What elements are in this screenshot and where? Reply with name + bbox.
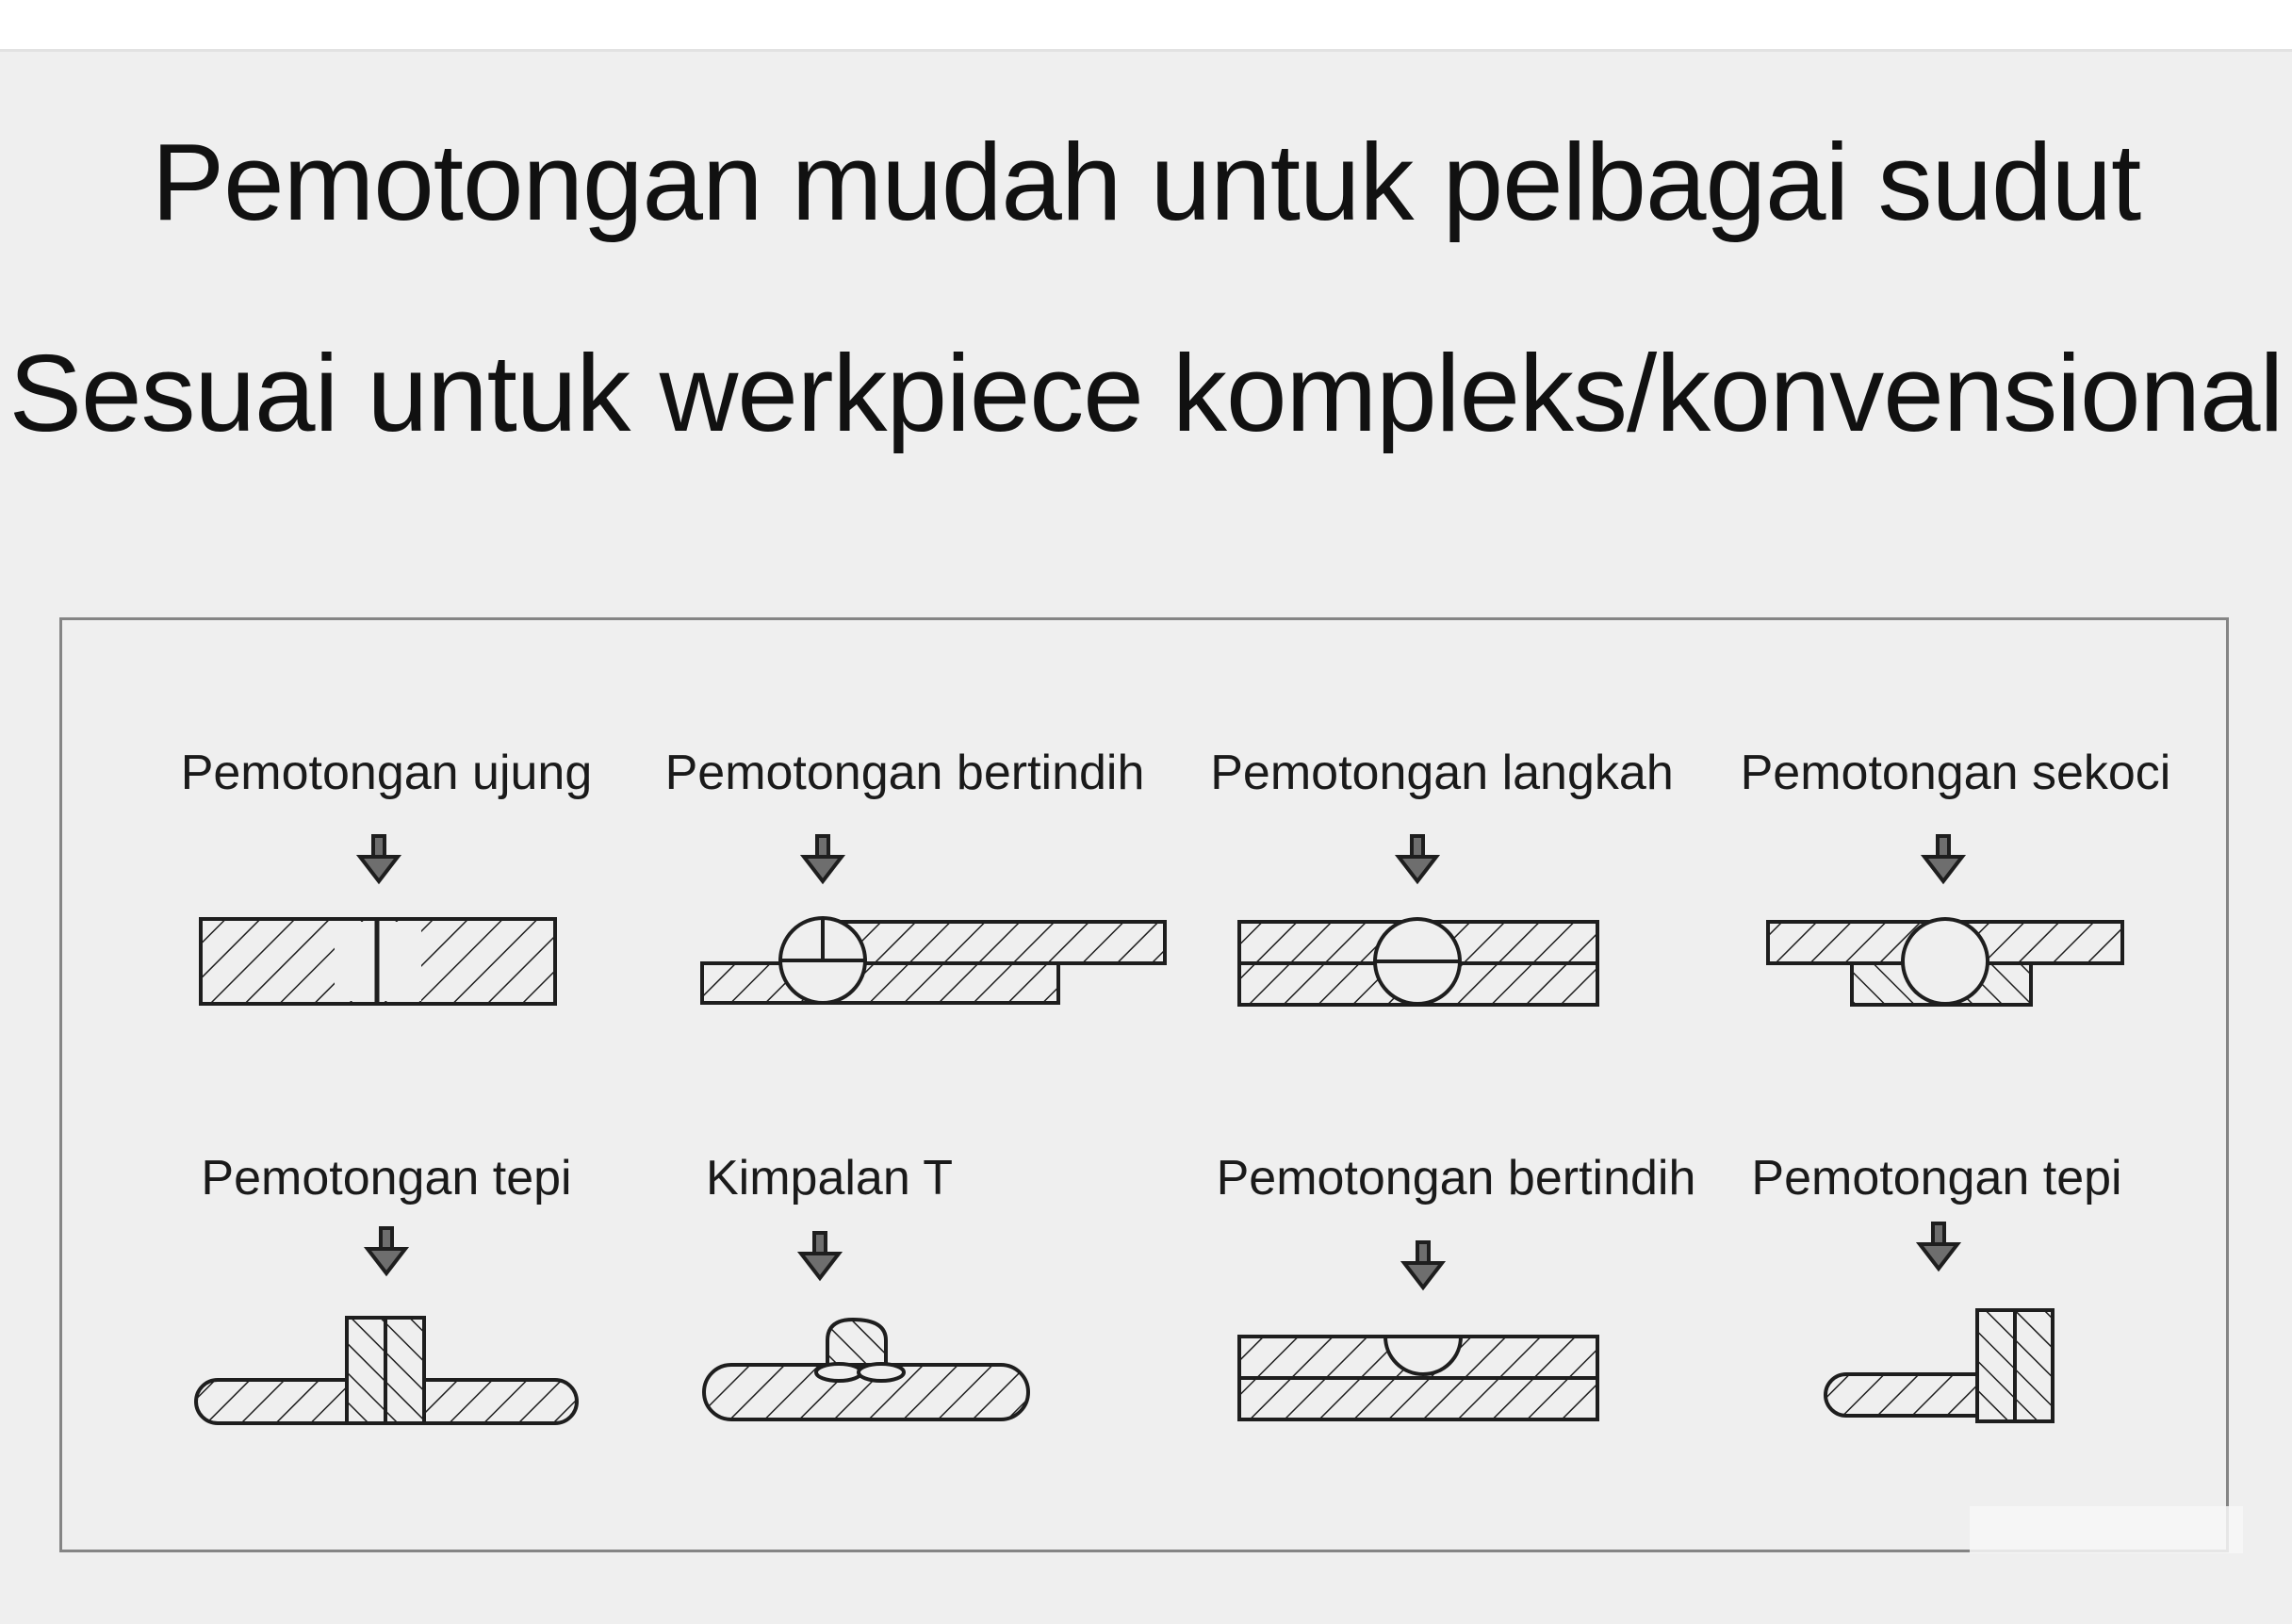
heading-line-2: Sesuai untuk werkpiece kompleks/konvensional [8, 332, 2284, 454]
down-arrow-icon [1920, 1223, 1957, 1269]
edge-joint-figure-2 [1825, 1223, 2053, 1421]
down-arrow-icon [1924, 836, 1962, 881]
butt-joint-figure [201, 836, 555, 1004]
down-arrow-icon [1404, 1242, 1442, 1288]
joint-label-7: Pemotongan bertindih [1216, 1151, 1696, 1206]
watermark [1970, 1506, 2243, 1553]
joint-label-4: Pemotongan sekoci [1740, 746, 2171, 800]
lap-joint-figure [702, 836, 1165, 1003]
joint-label-6: Kimpalan T [705, 1151, 954, 1206]
top-strip [0, 0, 2292, 52]
down-arrow-icon [368, 1228, 405, 1273]
down-arrow-icon [360, 836, 398, 881]
joint-figures [59, 617, 2229, 1552]
heading-line-1: Pemotongan mudah untuk pelbagai sudut [151, 121, 2141, 243]
t-weld-figure [704, 1233, 1028, 1419]
joint-label-5: Pemotongan tepi [201, 1151, 572, 1206]
joint-label-3: Pemotongan langkah [1210, 746, 1674, 800]
joint-label-1: Pemotongan ujung [180, 746, 593, 800]
down-arrow-icon [801, 1233, 839, 1278]
groove-joint-figure [1239, 1242, 1597, 1419]
joint-label-8: Pemotongan tepi [1751, 1151, 2122, 1206]
down-arrow-icon [804, 836, 842, 881]
down-arrow-icon [1399, 836, 1436, 881]
edge-joint-figure-1 [196, 1228, 577, 1423]
joint-label-2: Pemotongan bertindih [664, 746, 1145, 800]
step-joint-figure [1239, 836, 1597, 1005]
sekoci-joint-figure [1768, 836, 2122, 1005]
